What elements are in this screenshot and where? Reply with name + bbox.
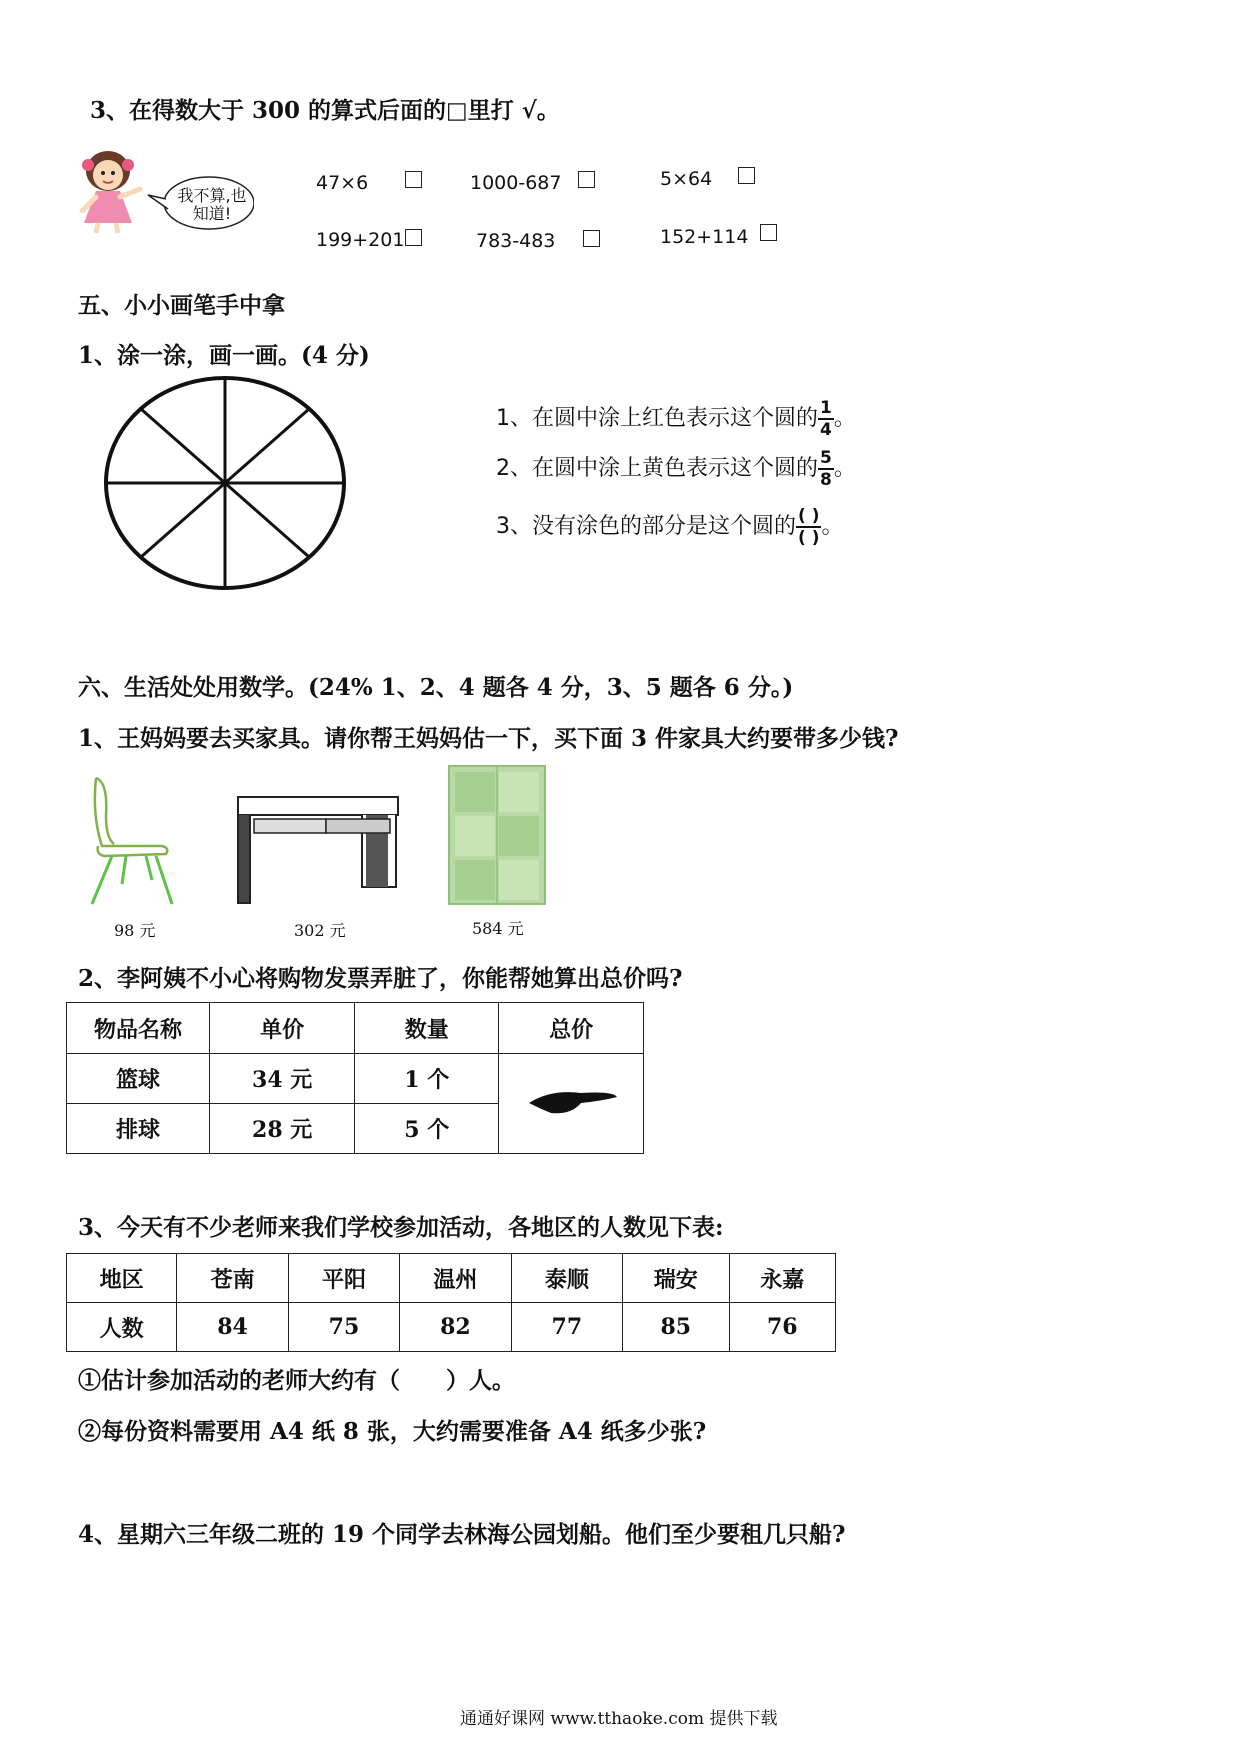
- section-6-q4-title: 4、星期六三年级二班的 19 个同学去林海公园划船。他们至少要租几只船?: [78, 1521, 846, 1548]
- table-cell: 77: [511, 1303, 622, 1352]
- table-cell: 苍南: [177, 1254, 288, 1303]
- table-cell: 地区: [67, 1254, 177, 1303]
- chair-price: 98 元: [114, 921, 156, 940]
- cabinet-image: [447, 764, 547, 906]
- bubble-line-2: 知道!: [192, 204, 232, 223]
- smudged-total-cell[interactable]: [499, 1054, 644, 1154]
- section-5-title: 五、小小画笔手中拿: [78, 292, 285, 319]
- section-5-q1-title: 1、涂一涂，画一画。(4 分): [78, 342, 370, 369]
- table-cell: 28 元: [210, 1104, 355, 1154]
- expression: 152+114: [660, 226, 749, 248]
- table-cell: 永嘉: [729, 1254, 836, 1303]
- footer-credit: 通通好课网 www.tthaoke.com 提供下载: [460, 1709, 778, 1729]
- draw-item-2: 2、在圆中涂上黄色表示这个圆的 $\frac{5}{8}$ 。: [496, 448, 856, 490]
- section-6-q2-title: 2、李阿姨不小心将购物发票弄脏了，你能帮她算出总价吗?: [78, 965, 683, 992]
- header-cell: 总价: [499, 1003, 644, 1054]
- answer-checkbox[interactable]: [405, 171, 422, 188]
- table-cell: 1 个: [355, 1054, 499, 1104]
- table-cell: 75: [288, 1303, 399, 1352]
- answer-checkbox[interactable]: [760, 224, 777, 241]
- fraction: $\frac{5}{8}$: [820, 448, 832, 490]
- ink-smudge: [521, 1081, 621, 1121]
- table-cell: 温州: [400, 1254, 511, 1303]
- chair-image: [88, 776, 178, 906]
- draw-item-1: 1、在圆中涂上红色表示这个圆的 $\frac{1}{4}$ 。: [496, 398, 856, 440]
- section-6-q1-title: 1、王妈妈要去买家具。请你帮王妈妈估一下，买下面 3 件家具大约要带多少钱?: [78, 725, 899, 752]
- fraction-blank[interactable]: $\frac{( )}{( )}$: [798, 506, 820, 548]
- table-cell: 篮球: [67, 1054, 210, 1104]
- header-cell: 物品名称: [67, 1003, 210, 1054]
- answer-checkbox[interactable]: [738, 167, 755, 184]
- table-cell: 85: [623, 1303, 729, 1352]
- header-cell: 数量: [355, 1003, 499, 1054]
- table-cell: 34 元: [210, 1054, 355, 1104]
- cabinet-price: 584 元: [472, 919, 524, 938]
- answer-checkbox[interactable]: [578, 171, 595, 188]
- header-cell: 单价: [210, 1003, 355, 1054]
- expression: 783-483: [476, 230, 556, 252]
- regions-table: [66, 1253, 836, 1352]
- table-cell: 瑞安: [623, 1254, 729, 1303]
- girl-illustration: [74, 145, 254, 235]
- table-cell: 82: [400, 1303, 511, 1352]
- expression: 199+201: [316, 229, 405, 251]
- section-6-title: 六、生活处处用数学。(24% 1、2、4 题各 4 分，3、5 题各 6 分。): [78, 674, 794, 701]
- invoice-table: [66, 1002, 644, 1154]
- table-cell: 84: [177, 1303, 288, 1352]
- expression: 47×6: [316, 172, 369, 194]
- draw-item-3: 3、没有涂色的部分是这个圆的 $\frac{( )}{( )}$ 。: [496, 506, 844, 548]
- table-cell: 人数: [67, 1303, 177, 1352]
- desk-price: 302 元: [294, 921, 346, 940]
- table-cell: 5 个: [355, 1104, 499, 1154]
- expression: 5×64: [660, 168, 713, 190]
- expression: 1000-687: [470, 172, 562, 194]
- q3-title: 3、在得数大于 300 的算式后面的□里打 √。: [90, 97, 560, 124]
- table-cell: 泰顺: [511, 1254, 622, 1303]
- table-cell: 排球: [67, 1104, 210, 1154]
- fraction: $\frac{1}{4}$: [820, 398, 832, 440]
- bubble-line-1: 我不算,也: [177, 186, 247, 205]
- answer-checkbox[interactable]: [583, 230, 600, 247]
- desk-image: [236, 795, 400, 905]
- table-cell: 76: [729, 1303, 836, 1352]
- section-6-q3-title: 3、今天有不少老师来我们学校参加活动，各地区的人数见下表:: [78, 1214, 724, 1241]
- section-6-q3-sub1: ①估计参加活动的老师大约有（ ）人。: [78, 1367, 515, 1394]
- fraction-circle[interactable]: [103, 375, 347, 591]
- table-cell: 平阳: [288, 1254, 399, 1303]
- section-6-q3-sub2: ②每份资料需要用 A4 纸 8 张，大约需要准备 A4 纸多少张?: [78, 1418, 707, 1445]
- answer-checkbox[interactable]: [405, 229, 422, 246]
